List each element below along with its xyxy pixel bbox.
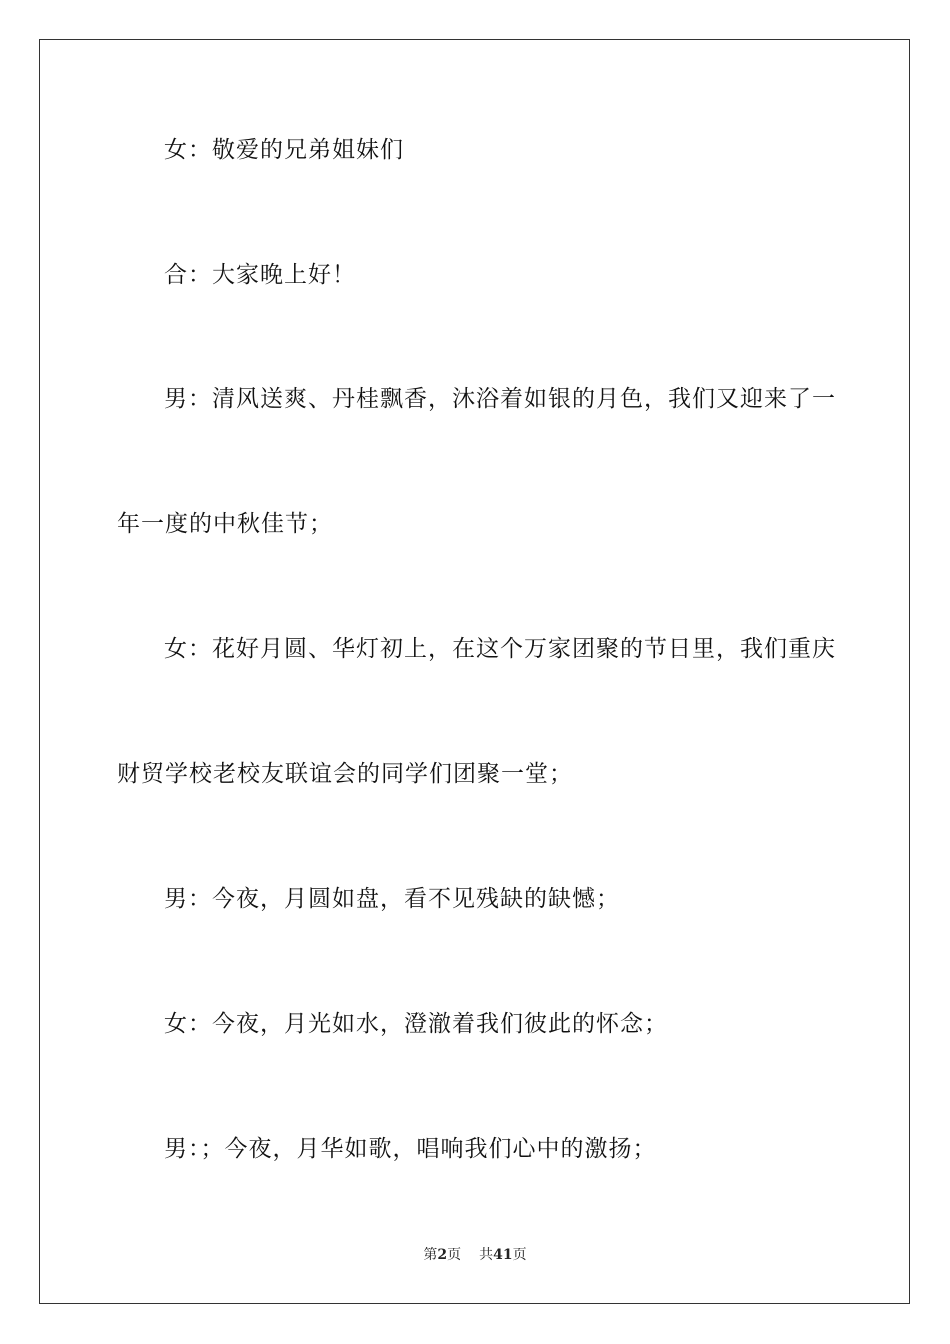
footer-total-pages: 41 bbox=[493, 1247, 513, 1263]
paragraph-line: 女：今夜，月光如水，澄澈着我们彼此的怀念； bbox=[164, 1011, 668, 1037]
paragraph-line: 女：花好月圆、华灯初上，在这个万家团聚的节日里，我们重庆 bbox=[164, 636, 836, 662]
paragraph-line: 男：清风送爽、丹桂飘香，沐浴着如银的月色，我们又迎来了一 bbox=[164, 386, 836, 412]
footer-page-number: 2 bbox=[437, 1247, 448, 1263]
footer-page-prefix: 第 bbox=[423, 1247, 438, 1263]
paragraph-line: 男：今夜，月圆如盘，看不见残缺的缺憾； bbox=[164, 886, 620, 912]
paragraph-line: 财贸学校老校友联谊会的同学们团聚一堂； bbox=[117, 761, 573, 787]
paragraph-line: 年一度的中秋佳节； bbox=[117, 511, 333, 537]
footer-total-prefix: 共 bbox=[479, 1247, 494, 1263]
paragraph-line: 合：大家晚上好！ bbox=[164, 262, 356, 288]
footer-page-suffix: 页 bbox=[447, 1247, 462, 1263]
footer-total-suffix: 页 bbox=[512, 1247, 527, 1263]
page-footer bbox=[0, 1245, 950, 1265]
paragraph-line: 女：敬爱的兄弟姐妹们 bbox=[164, 137, 404, 163]
paragraph-line: 男：；今夜，月华如歌，唱响我们心中的激扬； bbox=[164, 1136, 657, 1162]
page-border bbox=[39, 39, 910, 1304]
